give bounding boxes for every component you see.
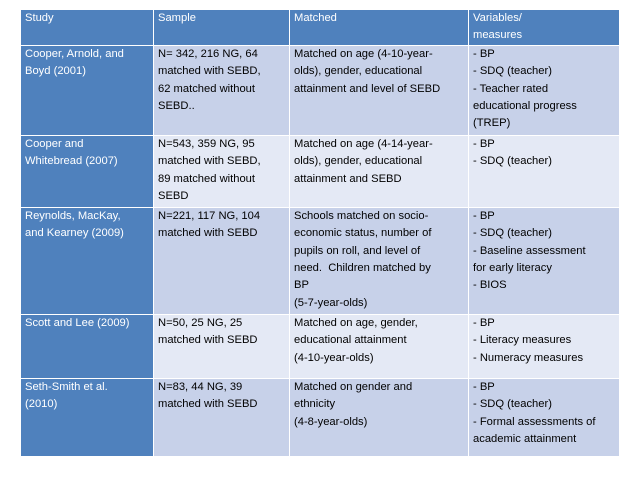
sample-cell: N=221, 117 NG, 104 matched with SEBD [154,207,290,314]
measures-cell: - BP - SDQ (teacher) - Baseline assessment for early literacy - BIOS [469,207,620,314]
matched-cell: Matched on age, gender, educational attainment (4-10-year-olds) [290,314,469,378]
header-variables-measures: Variables/ measures [469,10,620,46]
header-study: Study [21,10,154,46]
study-cell: Cooper, Arnold, and Boyd (2001) [21,45,154,135]
table-row [21,135,620,207]
studies-table [20,9,620,457]
matched-cell: Matched on gender and ethnicity (4-8-year-olds) [290,378,469,456]
header-row [21,10,620,46]
matched-cell: Matched on age (4-10-year- olds), gender, educational attainment and level of SEBD [290,45,469,135]
sample-cell: N= 342, 216 NG, 64 matched with SEBD, 62 matched without SEBD.. [154,45,290,135]
measures-cell: - BP - SDQ (teacher) - Formal assessments of academic attainment [469,378,620,456]
table-row [21,45,620,135]
sample-cell: N=543, 359 NG, 95 matched with SEBD, 89 matched without SEBD [154,135,290,207]
study-cell: Seth-Smith et al. (2010) [21,378,154,456]
matched-cell: Matched on age (4-14-year- olds), gender, educational attainment and SEBD [290,135,469,207]
study-cell: Scott and Lee (2009) [21,314,154,378]
sample-cell: N=83, 44 NG, 39 matched with SEBD [154,378,290,456]
measures-cell: - BP - Literacy measures - Numeracy measures [469,314,620,378]
sample-cell: N=50, 25 NG, 25 matched with SEBD [154,314,290,378]
measures-cell: - BP - SDQ (teacher) - Teacher rated educational progress (TREP) [469,45,620,135]
table-row [21,207,620,314]
study-cell: Cooper and Whitebread (2007) [21,135,154,207]
table-row [21,378,620,456]
measures-cell: - BP - SDQ (teacher) [469,135,620,207]
matched-cell: Schools matched on socio- economic status, number of pupils on roll, and level of need. Children matched by BP (5-7-year-olds) [290,207,469,314]
study-cell: Reynolds, MacKay, and Kearney (2009) [21,207,154,314]
header-sample: Sample [154,10,290,46]
header-matched: Matched [290,10,469,46]
table-row [21,314,620,378]
